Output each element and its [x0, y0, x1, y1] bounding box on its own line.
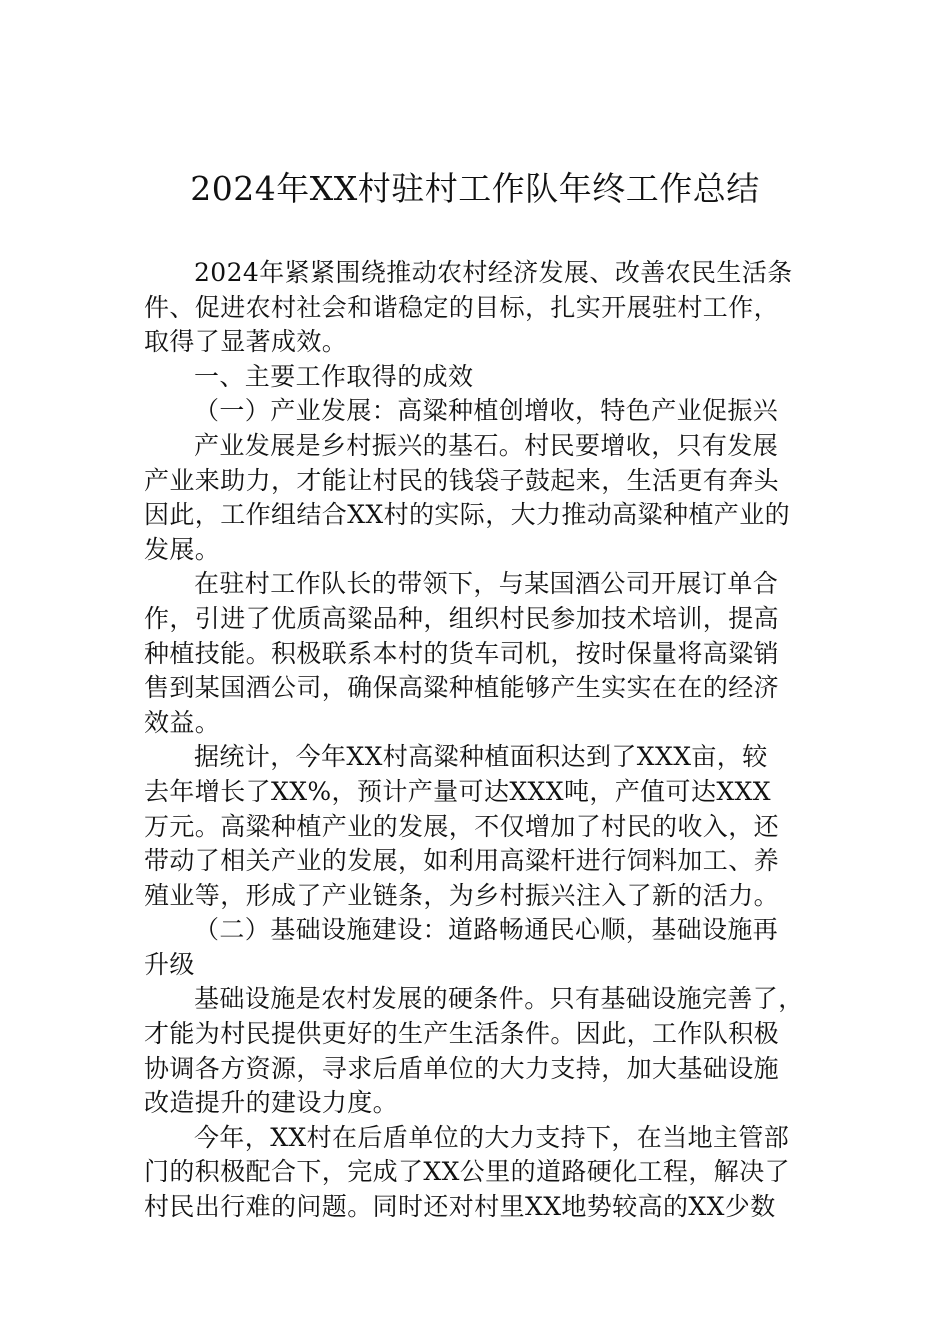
paragraph-line: 基础设施是农村发展的硬条件。只有基础设施完善了， — [194, 984, 804, 1014]
paragraph-line: 售到某国酒公司，确保高粱种植能够产生实实在在的经济 — [144, 673, 780, 703]
paragraph-line: 在驻村工作队长的带领下，与某国酒公司开展订单合 — [194, 569, 779, 599]
paragraph-line: （二）基础设施建设：道路畅通民心顺，基础设施再 — [194, 915, 779, 945]
paragraph-line: 门的积极配合下，完成了XX公里的道路硬化工程，解决了 — [144, 1157, 790, 1187]
paragraph-line: 作，引进了优质高粱品种，组织村民参加技术培训，提高 — [144, 603, 780, 633]
paragraph-line: 产业来助力，才能让村民的钱袋子鼓起来，生活更有奔头 — [144, 465, 780, 495]
paragraph-line: 去年增长了XX%，预计产量可达XXX吨，产值可达XXX — [144, 776, 771, 806]
paragraph-line: 村民出行难的问题。同时还对村里XX地势较高的XX少数 — [144, 1192, 776, 1222]
document-title: 2024年XX村驻村工作队年终工作总结 — [190, 169, 760, 208]
paragraph-line: 种植技能。积极联系本村的货车司机，按时保量将高粱销 — [144, 638, 780, 668]
paragraph-line: 改造提升的建设力度。 — [144, 1088, 399, 1118]
paragraph-line: （一）产业发展：高粱种植创增收，特色产业促振兴 — [194, 396, 779, 426]
paragraph-line: 殖业等，形成了产业链条，为乡村振兴注入了新的活力。 — [144, 880, 780, 910]
paragraph-line: 才能为村民提供更好的生产生活条件。因此，工作队积极 — [144, 1019, 780, 1049]
paragraph-line: 协调各方资源，寻求后盾单位的大力支持，加大基础设施 — [144, 1053, 780, 1083]
paragraph-line: 产业发展是乡村振兴的基石。村民要增收，只有发展 — [194, 430, 779, 460]
paragraph-line: 因此，工作组结合XX村的实际，大力推动高粱种植产业的 — [144, 500, 790, 530]
document-body — [144, 256, 808, 1225]
paragraph-line: 件、促进农村社会和谐稳定的目标，扎实开展驻村工作， — [144, 292, 780, 322]
paragraph-line: 效益。 — [144, 707, 221, 737]
paragraph-line: 万元。高粱种植产业的发展，不仅增加了村民的收入，还 — [144, 811, 780, 841]
paragraph-line: 一、主要工作取得的成效 — [194, 361, 474, 391]
paragraph-line: 升级 — [144, 949, 195, 979]
paragraph-line: 据统计，今年XX村高粱种植面积达到了XXX亩，较 — [194, 742, 768, 772]
paragraph-line: 2024年紧紧围绕推动农村经济发展、改善农民生活条 — [194, 258, 793, 287]
paragraph-line: 带动了相关产业的发展，如利用高粱杆进行饲料加工、养 — [144, 846, 780, 876]
paragraph-line: 取得了显著成效。 — [144, 327, 348, 357]
paragraph-line: 发展。 — [144, 534, 221, 564]
paragraph-line: 今年，XX村在后盾单位的大力支持下，在当地主管部 — [194, 1122, 790, 1152]
